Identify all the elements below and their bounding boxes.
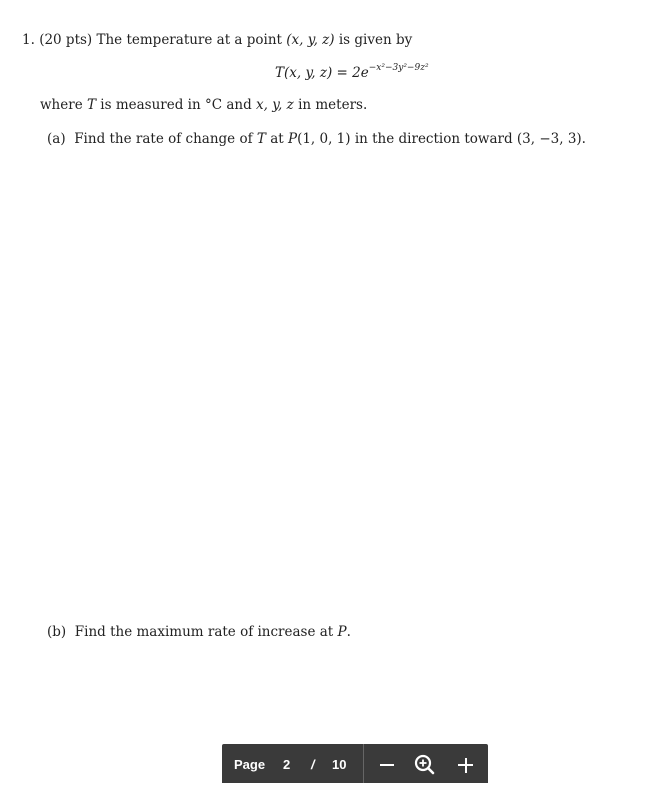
magnifier-plus-icon [410, 744, 440, 783]
units-text: where [40, 97, 83, 113]
zoom-in-button[interactable] [450, 744, 480, 783]
part-a-point: (1, 0, 1) [297, 131, 351, 147]
question-text: The temperature at a point [96, 32, 282, 48]
part-b [47, 624, 351, 640]
units-var-t: T [86, 97, 96, 113]
current-page-input[interactable]: 2 [283, 757, 291, 772]
temperature-formula [275, 65, 429, 81]
units-text-mid: is measured in °C and [100, 97, 252, 113]
question-number: 1. [22, 32, 35, 48]
part-b-end: . [346, 624, 351, 640]
part-b-text: Find the maximum rate of increase at [74, 624, 334, 640]
part-a-text: Find the rate of change of [74, 131, 253, 147]
part-a-var-t: T [256, 131, 266, 147]
zoom-out-button[interactable] [372, 744, 402, 783]
zoom-button[interactable] [410, 744, 440, 783]
plus-icon-vertical [465, 758, 467, 773]
page-label: Page [234, 757, 266, 772]
units-text-end: in meters. [298, 97, 368, 113]
formula-exponent: −x²−3y²−9z² [368, 63, 429, 73]
question-text-end: is given by [338, 32, 413, 48]
part-b-var-p: P [337, 624, 347, 640]
part-a [47, 131, 586, 147]
part-a-var-p: P [287, 131, 298, 147]
units-statement [40, 97, 367, 113]
question-intro [22, 32, 412, 48]
pdf-toolbar [222, 744, 488, 783]
part-a-label: (a) [47, 131, 66, 147]
point-variables: (x, y, z) [286, 32, 335, 48]
part-a-text-end: in the direction toward (3, −3, 3). [354, 131, 586, 147]
total-pages: 10 [332, 757, 347, 772]
units-vars: x, y, z [256, 97, 294, 113]
minus-icon [380, 764, 394, 766]
part-a-text-at: at [270, 131, 284, 147]
question-points: (20 pts) [39, 32, 93, 48]
toolbar-divider [363, 744, 364, 783]
page-separator: / [311, 757, 315, 772]
part-b-label: (b) [47, 624, 67, 640]
formula-lhs: T(x, y, z) = 2e [275, 65, 369, 81]
